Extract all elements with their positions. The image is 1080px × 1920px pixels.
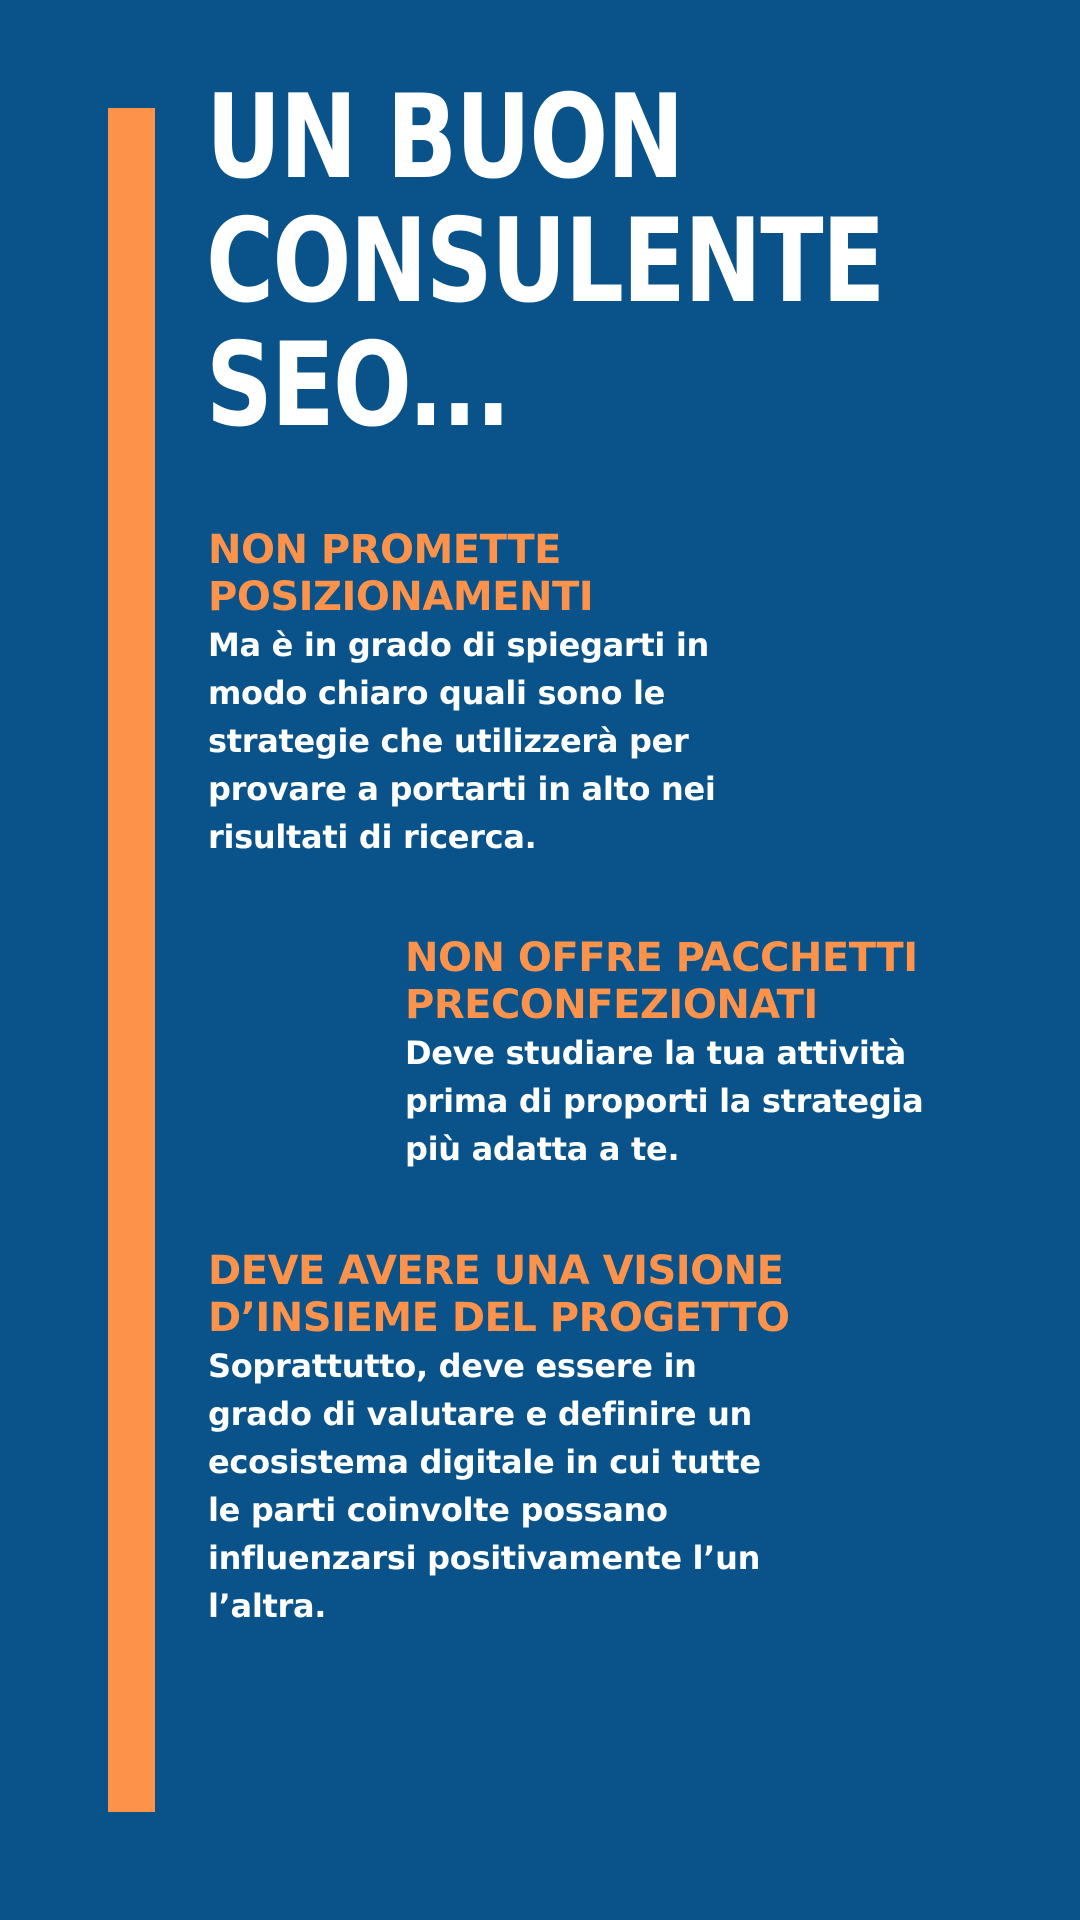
body-line: provare a portarti in alto nei bbox=[208, 770, 716, 808]
title-line: SEO... bbox=[206, 318, 510, 453]
heading-line: NON OFFRE PACCHETTI bbox=[405, 935, 918, 981]
body-line: Soprattutto, deve essere in bbox=[208, 1347, 697, 1385]
title-line: UN BUON bbox=[206, 70, 683, 205]
heading-line: NON PROMETTE bbox=[208, 527, 561, 573]
body-line: Ma è in grado di spiegarti in bbox=[208, 626, 710, 664]
body-line: più adatta a te. bbox=[405, 1130, 680, 1168]
section-body bbox=[208, 621, 716, 861]
body-line: ecosistema digitale in cui tutte bbox=[208, 1443, 761, 1481]
section-body bbox=[208, 1342, 790, 1630]
body-line: l’altra. bbox=[208, 1587, 327, 1625]
heading-line: POSIZIONAMENTI bbox=[208, 574, 594, 620]
body-line: prima di proporti la strategia bbox=[405, 1082, 924, 1120]
heading-line: PRECONFEZIONATI bbox=[405, 982, 818, 1028]
section-heading bbox=[208, 527, 716, 621]
body-line: modo chiaro quali sono le bbox=[208, 674, 666, 712]
body-line: risultati di ricerca. bbox=[208, 818, 537, 856]
body-line: strategie che utilizzerà per bbox=[208, 722, 689, 760]
section-vision bbox=[208, 1248, 790, 1630]
section-heading bbox=[405, 935, 923, 1029]
accent-bar bbox=[108, 108, 155, 1812]
body-line: le parti coinvolte possano bbox=[208, 1491, 668, 1529]
body-line: grado di valutare e definire un bbox=[208, 1395, 753, 1433]
heading-line: D’INSIEME DEL PROGETTO bbox=[208, 1295, 790, 1341]
section-heading bbox=[208, 1248, 790, 1342]
section-promises bbox=[208, 527, 716, 861]
section-packages bbox=[405, 935, 923, 1173]
section-body bbox=[405, 1029, 923, 1173]
title-line: CONSULENTE bbox=[206, 194, 884, 329]
heading-line: DEVE AVERE UNA VISIONE bbox=[208, 1248, 784, 1294]
body-line: influenzarsi positivamente l’un bbox=[208, 1539, 761, 1577]
body-line: Deve studiare la tua attività bbox=[405, 1034, 906, 1072]
page-title bbox=[206, 70, 884, 453]
